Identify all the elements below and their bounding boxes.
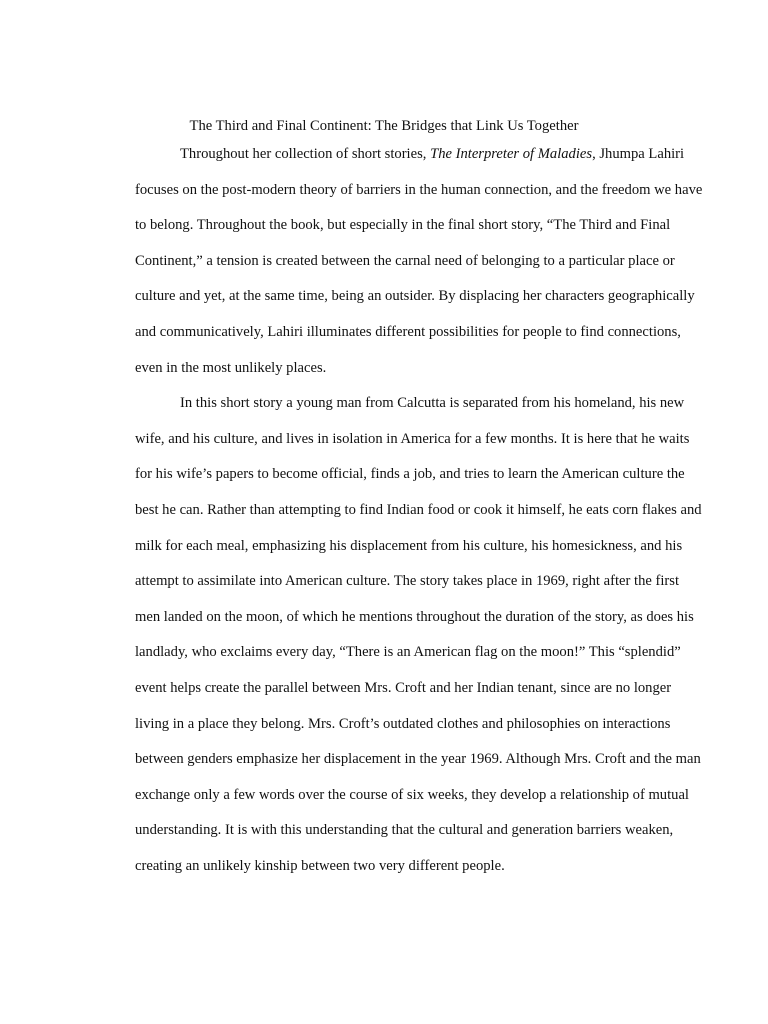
paragraph-1-first-line (90, 137, 685, 173)
paragraph-1-lead: Throughout her collection of short stories, (180, 146, 431, 162)
paragraph-1-line: to belong. Throughout the book, but especially in the final short story, “The Third and Final (135, 217, 671, 234)
paragraph-2-line: wife, and his culture, and lives in isolation in America for a few months. It is here that he waits (135, 430, 690, 447)
paragraph-1-line: and communicatively, Lahiri illuminates different possibilities for people to find connections, (135, 323, 681, 340)
paragraph-2 (90, 386, 702, 884)
paragraph-2-line: milk for each meal, emphasizing his displacement from his culture, his homesickness, and his (135, 537, 683, 554)
essay-title: The Third and Final Continent: The Bridges that Link Us Together (189, 118, 579, 134)
paragraph-2-line: landlady, who exclaims every day, “There is an American flag on the moon!” This “splendid” (135, 644, 681, 661)
paragraph-2-line: best he can. Rather than attempting to find Indian food or cook it himself, he eats corn flakes and (135, 501, 702, 518)
paragraph-2-line: living in a place they belong. Mrs. Croft’s outdated clothes and philosophies on interactions (135, 715, 671, 732)
paragraph-1 (90, 137, 703, 386)
paragraph-2-line: between genders emphasize her displacement in the year 1969. Although Mrs. Croft and the man (135, 751, 701, 768)
document-body (90, 113, 703, 884)
paragraph-2-line: attempt to assimilate into American culture. The story takes place in 1969, right after the first (135, 573, 680, 590)
book-title: The Interpreter of Maladies (430, 146, 593, 162)
paragraph-1-after-title: , Jhumpa Lahiri (592, 146, 685, 162)
paragraph-2-line: creating an unlikely kinship between two very different people. (135, 857, 505, 874)
paragraph-1-line: focuses on the post-modern theory of barriers in the human connection, and the freedom we have (135, 181, 703, 198)
paragraph-1-line: culture and yet, at the same time, being an outsider. By displacing her characters geographically (135, 288, 695, 305)
paragraph-2-line: exchange only a few words over the course of six weeks, they develop a relationship of mutual (135, 786, 689, 803)
paragraph-1-line: even in the most unlikely places. (135, 359, 327, 376)
paragraph-2-line: event helps create the parallel between Mrs. Croft and her Indian tenant, since are no longer (135, 679, 672, 696)
paragraph-1-line: Continent,” a tension is created between the carnal need of belonging to a particular place or (135, 252, 675, 269)
paragraph-2-line: for his wife’s papers to become official, finds a job, and tries to learn the American culture the (135, 466, 685, 483)
paragraph-2-line: understanding. It is with this understanding that the cultural and generation barriers weaken, (135, 822, 674, 839)
paragraph-2-first-line: In this short story a young man from Calcutta is separated from his homeland, his new (180, 395, 685, 412)
paragraph-2-line: men landed on the moon, of which he mentions throughout the duration of the story, as does his (135, 608, 694, 625)
